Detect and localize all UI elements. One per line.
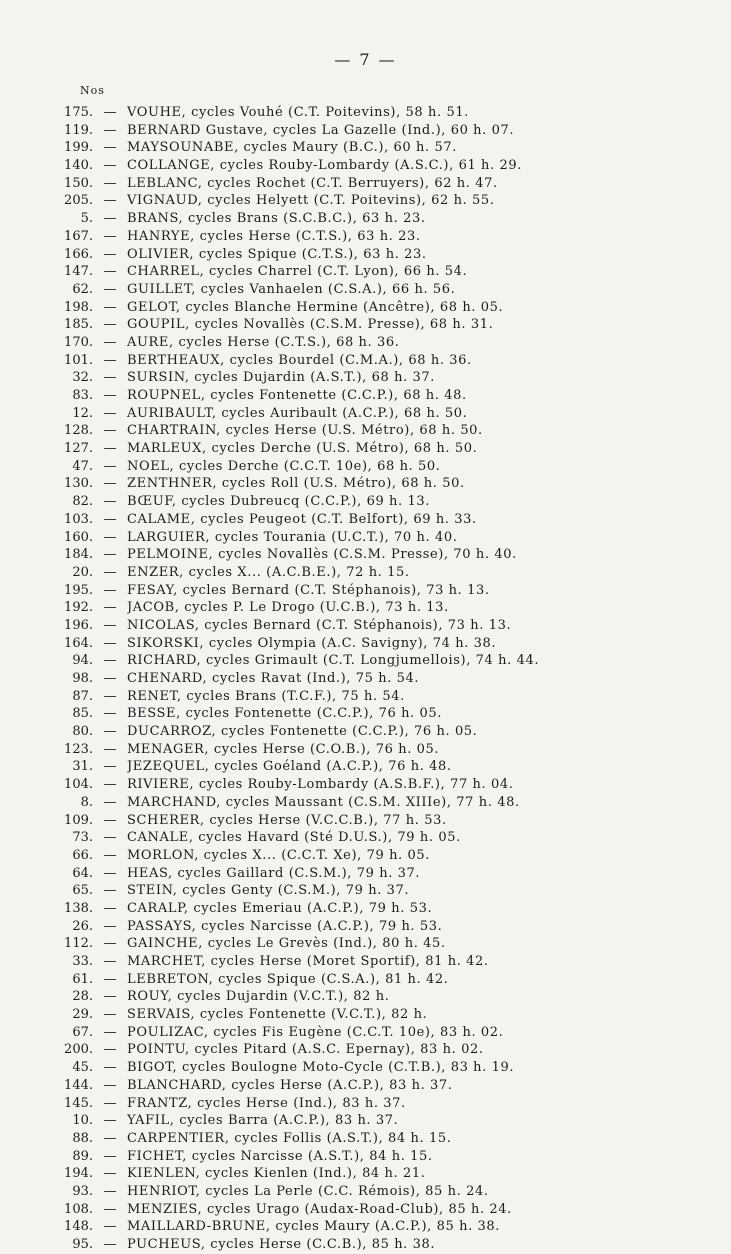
result-row xyxy=(30,829,710,847)
entry-number: 85. xyxy=(72,706,93,722)
entry-number: 167. xyxy=(64,228,93,244)
result-row xyxy=(30,1059,710,1077)
entry-text: FESAY, cycles Bernard (C.T. Stéphanois), 73 h. 13. xyxy=(127,582,490,598)
entry-number: 5. xyxy=(80,211,93,227)
entry-text: SERVAIS, cycles Fontenette (V.C.T.), 82 h. xyxy=(127,1007,428,1023)
result-row xyxy=(30,458,710,476)
entry-text: RIVIERE, cycles Rouby-Lombardy (A.S.B.F.), 77 h. 04. xyxy=(127,777,514,793)
result-row xyxy=(30,688,710,706)
em-dash: — xyxy=(103,1166,117,1182)
entry-text: FRANTZ, cycles Herse (Ind.), 83 h. 37. xyxy=(127,1095,406,1111)
entry-number: 200. xyxy=(64,1042,93,1058)
entry-text: FICHET, cycles Narcisse (A.S.T.), 84 h. 15. xyxy=(127,1148,433,1164)
em-dash: — xyxy=(103,1024,117,1040)
result-row xyxy=(30,387,710,405)
entry-number: 101. xyxy=(64,352,93,368)
entry-number: 192. xyxy=(64,600,93,616)
em-dash: — xyxy=(103,140,117,156)
em-dash: — xyxy=(103,317,117,333)
result-row xyxy=(30,582,710,600)
result-row xyxy=(30,918,710,936)
result-row xyxy=(30,670,710,688)
entry-number: 95. xyxy=(72,1237,93,1252)
em-dash: — xyxy=(103,582,117,598)
entry-text: BERTHEAUX, cycles Bourdel (C.M.A.), 68 h. 36. xyxy=(127,352,472,368)
em-dash: — xyxy=(103,405,117,421)
entry-number: 64. xyxy=(72,865,93,881)
entry-number: 89. xyxy=(72,1148,93,1164)
result-row xyxy=(30,847,710,865)
result-row xyxy=(30,900,710,918)
entry-number: 184. xyxy=(64,547,93,563)
em-dash: — xyxy=(103,918,117,934)
entry-text: CARALP, cycles Emeriau (A.C.P.), 79 h. 53. xyxy=(127,900,433,916)
em-dash: — xyxy=(103,653,117,669)
em-dash: — xyxy=(103,246,117,262)
em-dash: — xyxy=(103,476,117,492)
result-row xyxy=(30,440,710,458)
entry-text: MENZIES, cycles Urago (Audax-Road-Club), 85 h. 24. xyxy=(127,1201,512,1217)
em-dash: — xyxy=(103,1130,117,1146)
result-row xyxy=(30,1024,710,1042)
em-dash: — xyxy=(103,370,117,386)
entry-text: PELMOINE, cycles Novallès (C.S.M. Presse), 70 h. 40. xyxy=(127,547,517,563)
entry-number: 127. xyxy=(64,441,93,457)
result-row xyxy=(30,1165,710,1183)
result-row xyxy=(30,546,710,564)
result-row xyxy=(30,794,710,812)
em-dash: — xyxy=(103,299,117,315)
entry-number: 130. xyxy=(64,476,93,492)
entry-number: 185. xyxy=(64,317,93,333)
entry-number: 147. xyxy=(64,264,93,280)
entry-number: 12. xyxy=(72,405,93,421)
entry-number: 62. xyxy=(72,281,93,297)
entry-number: 198. xyxy=(64,299,93,315)
entry-text: JACOB, cycles P. Le Drogo (U.C.B.), 73 h. 13. xyxy=(127,600,449,616)
result-row xyxy=(30,1183,710,1201)
entry-number: 109. xyxy=(64,812,93,828)
entry-text: AURIBAULT, cycles Auribault (A.C.P.), 68 h. 50. xyxy=(127,405,468,421)
entry-text: CHARTRAIN, cycles Herse (U.S. Métro), 68 h. 50. xyxy=(127,423,483,439)
entry-number: 47. xyxy=(72,458,93,474)
entry-number: 166. xyxy=(64,246,93,262)
result-row xyxy=(30,564,710,582)
entry-number: 196. xyxy=(64,617,93,633)
entry-text: MAILLARD-BRUNE, cycles Maury (A.C.P.), 85 h. 38. xyxy=(127,1219,501,1235)
entry-text: PUCHEUS, cycles Herse (C.C.B.), 85 h. 38. xyxy=(127,1237,436,1252)
entry-text: NICOLAS, cycles Bernard (C.T. Stéphanois), 73 h. 13. xyxy=(127,617,512,633)
em-dash: — xyxy=(103,1237,117,1252)
em-dash: — xyxy=(103,211,117,227)
entry-text: ROUY, cycles Dujardin (V.C.T.), 82 h. xyxy=(127,989,390,1005)
result-row xyxy=(30,705,710,723)
em-dash: — xyxy=(103,1007,117,1023)
entry-text: SURSIN, cycles Dujardin (A.S.T.), 68 h. 37. xyxy=(127,370,436,386)
entry-text: POULIZAC, cycles Fis Eugène (C.C.T. 10e), 83 h. 02. xyxy=(127,1024,504,1040)
column-header-nos: Nos xyxy=(80,84,105,97)
entry-text: KIENLEN, cycles Kienlen (Ind.), 84 h. 21. xyxy=(127,1166,426,1182)
em-dash: — xyxy=(103,954,117,969)
entry-text: PASSAYS, cycles Narcisse (A.C.P.), 79 h. 53. xyxy=(127,918,443,934)
em-dash: — xyxy=(103,441,117,457)
entry-text: HANRYE, cycles Herse (C.T.S.), 63 h. 23. xyxy=(127,228,421,244)
em-dash: — xyxy=(103,724,117,740)
em-dash: — xyxy=(103,423,117,439)
entry-text: RICHARD, cycles Grimault (C.T. Longjumellois), 74 h. 44. xyxy=(127,653,540,669)
entry-number: 31. xyxy=(72,759,93,775)
result-row xyxy=(30,1130,710,1148)
entry-text: MENAGER, cycles Herse (C.O.B.), 76 h. 05. xyxy=(127,741,440,757)
entry-number: 128. xyxy=(64,423,93,439)
em-dash: — xyxy=(103,830,117,846)
entry-text: RENET, cycles Brans (T.C.F.), 75 h. 54. xyxy=(127,688,405,704)
result-row xyxy=(30,422,710,440)
entry-text: JEZEQUEL, cycles Goéland (A.C.P.), 76 h. 48. xyxy=(127,759,452,775)
result-row xyxy=(30,104,710,122)
em-dash: — xyxy=(103,264,117,280)
em-dash: — xyxy=(103,529,117,545)
entry-number: 83. xyxy=(72,388,93,403)
entry-number: 8. xyxy=(80,794,93,810)
em-dash: — xyxy=(103,1060,117,1076)
result-row xyxy=(30,935,710,953)
result-row xyxy=(30,953,710,971)
entry-number: 66. xyxy=(72,847,93,863)
entry-text: COLLANGE, cycles Rouby-Lombardy (A.S.C.), 61 h. 29. xyxy=(127,158,522,174)
results-list xyxy=(30,104,710,1254)
result-row xyxy=(30,475,710,493)
entry-text: YAFIL, cycles Barra (A.C.P.), 83 h. 37. xyxy=(127,1113,399,1129)
entry-number: 73. xyxy=(72,830,93,846)
result-row xyxy=(30,652,710,670)
result-row xyxy=(30,139,710,157)
result-row xyxy=(30,1201,710,1219)
em-dash: — xyxy=(103,671,117,686)
entry-number: 67. xyxy=(72,1024,93,1040)
entry-text: NOEL, cycles Derche (C.C.T. 10e), 68 h. 50. xyxy=(127,458,441,474)
entry-number: 80. xyxy=(72,724,93,740)
entry-text: OLIVIER, cycles Spique (C.T.S.), 63 h. 23. xyxy=(127,246,427,262)
result-row xyxy=(30,1236,710,1254)
em-dash: — xyxy=(103,706,117,722)
entry-number: 45. xyxy=(72,1060,93,1076)
result-row xyxy=(30,122,710,140)
page-number: — 7 — xyxy=(334,50,397,69)
em-dash: — xyxy=(103,635,117,651)
result-row xyxy=(30,1218,710,1236)
result-row xyxy=(30,776,710,794)
em-dash: — xyxy=(103,1201,117,1217)
em-dash: — xyxy=(103,794,117,810)
result-row xyxy=(30,157,710,175)
em-dash: — xyxy=(103,989,117,1005)
entry-text: BESSE, cycles Fontenette (C.C.P.), 76 h. 05. xyxy=(127,706,442,722)
entry-text: VIGNAUD, cycles Helyett (C.T. Poitevins), 62 h. 55. xyxy=(127,193,495,209)
em-dash: — xyxy=(103,1042,117,1058)
em-dash: — xyxy=(103,228,117,244)
result-row xyxy=(30,352,710,370)
result-row xyxy=(30,865,710,883)
em-dash: — xyxy=(103,936,117,952)
entry-number: 10. xyxy=(72,1113,93,1129)
em-dash: — xyxy=(103,759,117,775)
em-dash: — xyxy=(103,334,117,350)
em-dash: — xyxy=(103,971,117,987)
entry-number: 32. xyxy=(72,370,93,386)
entry-text: HEAS, cycles Gaillard (C.S.M.), 79 h. 37. xyxy=(127,865,421,881)
entry-number: 104. xyxy=(64,777,93,793)
entry-number: 194. xyxy=(64,1166,93,1182)
entry-text: GOUPIL, cycles Novallès (C.S.M. Presse), 68 h. 31. xyxy=(127,317,494,333)
entry-number: 26. xyxy=(72,918,93,934)
result-row xyxy=(30,988,710,1006)
entry-number: 170. xyxy=(64,334,93,350)
entry-text: STEIN, cycles Genty (C.S.M.), 79 h. 37. xyxy=(127,883,410,899)
em-dash: — xyxy=(103,1148,117,1164)
entry-number: 94. xyxy=(72,653,93,669)
result-row xyxy=(30,758,710,776)
result-row xyxy=(30,405,710,423)
entry-text: BLANCHARD, cycles Herse (A.C.P.), 83 h. 37. xyxy=(127,1077,453,1093)
result-row xyxy=(30,741,710,759)
em-dash: — xyxy=(103,564,117,580)
em-dash: — xyxy=(103,388,117,403)
result-row xyxy=(30,882,710,900)
em-dash: — xyxy=(103,352,117,368)
result-row xyxy=(30,281,710,299)
em-dash: — xyxy=(103,777,117,793)
entry-number: 150. xyxy=(64,175,93,191)
entry-number: 144. xyxy=(64,1077,93,1093)
em-dash: — xyxy=(103,847,117,863)
entry-text: BERNARD Gustave, cycles La Gazelle (Ind.), 60 h. 07. xyxy=(127,122,515,138)
entry-text: BRANS, cycles Brans (S.C.B.C.), 63 h. 23. xyxy=(127,211,426,227)
entry-text: SCHERER, cycles Herse (V.C.C.B.), 77 h. 53. xyxy=(127,812,447,828)
em-dash: — xyxy=(103,281,117,297)
entry-text: CARPENTIER, cycles Follis (A.S.T.), 84 h. 15. xyxy=(127,1130,452,1146)
em-dash: — xyxy=(103,193,117,209)
result-row xyxy=(30,1077,710,1095)
entry-text: MARLEUX, cycles Derche (U.S. Métro), 68 h. 50. xyxy=(127,441,478,457)
entry-text: MARCHET, cycles Herse (Moret Sportif), 81 h. 42. xyxy=(127,954,489,969)
result-row xyxy=(30,617,710,635)
entry-number: 87. xyxy=(72,688,93,704)
em-dash: — xyxy=(103,105,117,120)
em-dash: — xyxy=(103,494,117,510)
result-row xyxy=(30,723,710,741)
entry-number: 199. xyxy=(64,140,93,156)
entry-number: 145. xyxy=(64,1095,93,1111)
result-row xyxy=(30,192,710,210)
entry-text: SIKORSKI, cycles Olympia (A.C. Savigny), 74 h. 38. xyxy=(127,635,497,651)
entry-text: VOUHE, cycles Vouhé (C.T. Poitevins), 58 h. 51. xyxy=(127,105,469,120)
em-dash: — xyxy=(103,158,117,174)
entry-text: CHENARD, cycles Ravat (Ind.), 75 h. 54. xyxy=(127,671,420,686)
em-dash: — xyxy=(103,812,117,828)
entry-number: 112. xyxy=(64,936,93,952)
em-dash: — xyxy=(103,865,117,881)
entry-number: 148. xyxy=(64,1219,93,1235)
em-dash: — xyxy=(103,1219,117,1235)
em-dash: — xyxy=(103,458,117,474)
entry-number: 108. xyxy=(64,1201,93,1217)
entry-text: ROUPNEL, cycles Fontenette (C.C.P.), 68 h. 48. xyxy=(127,388,467,403)
entry-number: 160. xyxy=(64,529,93,545)
entry-text: MARCHAND, cycles Maussant (C.S.M. XIIIe), 77 h. 48. xyxy=(127,794,520,810)
entry-number: 164. xyxy=(64,635,93,651)
entry-text: CHARREL, cycles Charrel (C.T. Lyon), 66 h. 54. xyxy=(127,264,468,280)
entry-text: LARGUIER, cycles Tourania (U.C.T.), 70 h. 40. xyxy=(127,529,458,545)
em-dash: — xyxy=(103,617,117,633)
entry-text: GUILLET, cycles Vanhaelen (C.S.A.), 66 h. 56. xyxy=(127,281,456,297)
entry-number: 29. xyxy=(72,1007,93,1023)
result-row xyxy=(30,493,710,511)
entry-number: 175. xyxy=(64,105,93,120)
entry-number: 205. xyxy=(64,193,93,209)
entry-text: MORLON, cycles X... (C.C.T. Xe), 79 h. 05. xyxy=(127,847,430,863)
result-row xyxy=(30,316,710,334)
entry-text: AURE, cycles Herse (C.T.S.), 68 h. 36. xyxy=(127,334,400,350)
em-dash: — xyxy=(103,511,117,527)
entry-number: 65. xyxy=(72,883,93,899)
result-row xyxy=(30,299,710,317)
entry-number: 119. xyxy=(64,122,93,138)
entry-text: LEBRETON, cycles Spique (C.S.A.), 81 h. 42. xyxy=(127,971,449,987)
em-dash: — xyxy=(103,1095,117,1111)
entry-number: 88. xyxy=(72,1130,93,1146)
result-row xyxy=(30,635,710,653)
entry-number: 61. xyxy=(72,971,93,987)
result-row xyxy=(30,1006,710,1024)
result-row xyxy=(30,228,710,246)
result-row xyxy=(30,210,710,228)
em-dash: — xyxy=(103,600,117,616)
entry-number: 98. xyxy=(72,671,93,686)
entry-number: 20. xyxy=(72,564,93,580)
result-row xyxy=(30,175,710,193)
entry-text: DUCARROZ, cycles Fontenette (C.C.P.), 76 h. 05. xyxy=(127,724,478,740)
entry-number: 195. xyxy=(64,582,93,598)
em-dash: — xyxy=(103,122,117,138)
result-row xyxy=(30,511,710,529)
entry-number: 103. xyxy=(64,511,93,527)
result-row xyxy=(30,1112,710,1130)
em-dash: — xyxy=(103,1077,117,1093)
result-row xyxy=(30,812,710,830)
result-row xyxy=(30,263,710,281)
entry-text: POINTU, cycles Pitard (A.S.C. Epernay), 83 h. 02. xyxy=(127,1042,484,1058)
result-row xyxy=(30,246,710,264)
entry-text: ENZER, cycles X... (A.C.B.E.), 72 h. 15. xyxy=(127,564,410,580)
em-dash: — xyxy=(103,175,117,191)
result-row xyxy=(30,1041,710,1059)
entry-text: BŒUF, cycles Dubreucq (C.C.P.), 69 h. 13. xyxy=(127,494,430,510)
entry-text: MAYSOUNABE, cycles Maury (B.C.), 60 h. 57. xyxy=(127,140,457,156)
result-row xyxy=(30,971,710,989)
em-dash: — xyxy=(103,1183,117,1199)
entry-text: BIGOT, cycles Boulogne Moto-Cycle (C.T.B.), 83 h. 19. xyxy=(127,1060,515,1076)
entry-number: 93. xyxy=(72,1183,93,1199)
em-dash: — xyxy=(103,741,117,757)
em-dash: — xyxy=(103,883,117,899)
result-row xyxy=(30,1095,710,1113)
entry-text: CANALE, cycles Havard (Sté D.U.S.), 79 h. 05. xyxy=(127,830,461,846)
em-dash: — xyxy=(103,1113,117,1129)
entry-text: CALAME, cycles Peugeot (C.T. Belfort), 69 h. 33. xyxy=(127,511,477,527)
entry-text: GAINCHE, cycles Le Grevès (Ind.), 80 h. 45. xyxy=(127,936,446,952)
entry-number: 123. xyxy=(64,741,93,757)
result-row xyxy=(30,599,710,617)
em-dash: — xyxy=(103,547,117,563)
entry-number: 82. xyxy=(72,494,93,510)
entry-number: 140. xyxy=(64,158,93,174)
em-dash: — xyxy=(103,688,117,704)
entry-text: HENRIOT, cycles La Perle (C.C. Rémois), 85 h. 24. xyxy=(127,1183,489,1199)
em-dash: — xyxy=(103,900,117,916)
entry-number: 33. xyxy=(72,954,93,969)
entry-text: ZENTHNER, cycles Roll (U.S. Métro), 68 h. 50. xyxy=(127,476,465,492)
entry-number: 28. xyxy=(72,989,93,1005)
entry-text: GELOT, cycles Blanche Hermine (Ancêtre), 68 h. 05. xyxy=(127,299,504,315)
entry-number: 138. xyxy=(64,900,93,916)
entry-text: LEBLANC, cycles Rochet (C.T. Berruyers), 62 h. 47. xyxy=(127,175,498,191)
result-row xyxy=(30,529,710,547)
result-row xyxy=(30,369,710,387)
result-row xyxy=(30,1148,710,1166)
result-row xyxy=(30,334,710,352)
